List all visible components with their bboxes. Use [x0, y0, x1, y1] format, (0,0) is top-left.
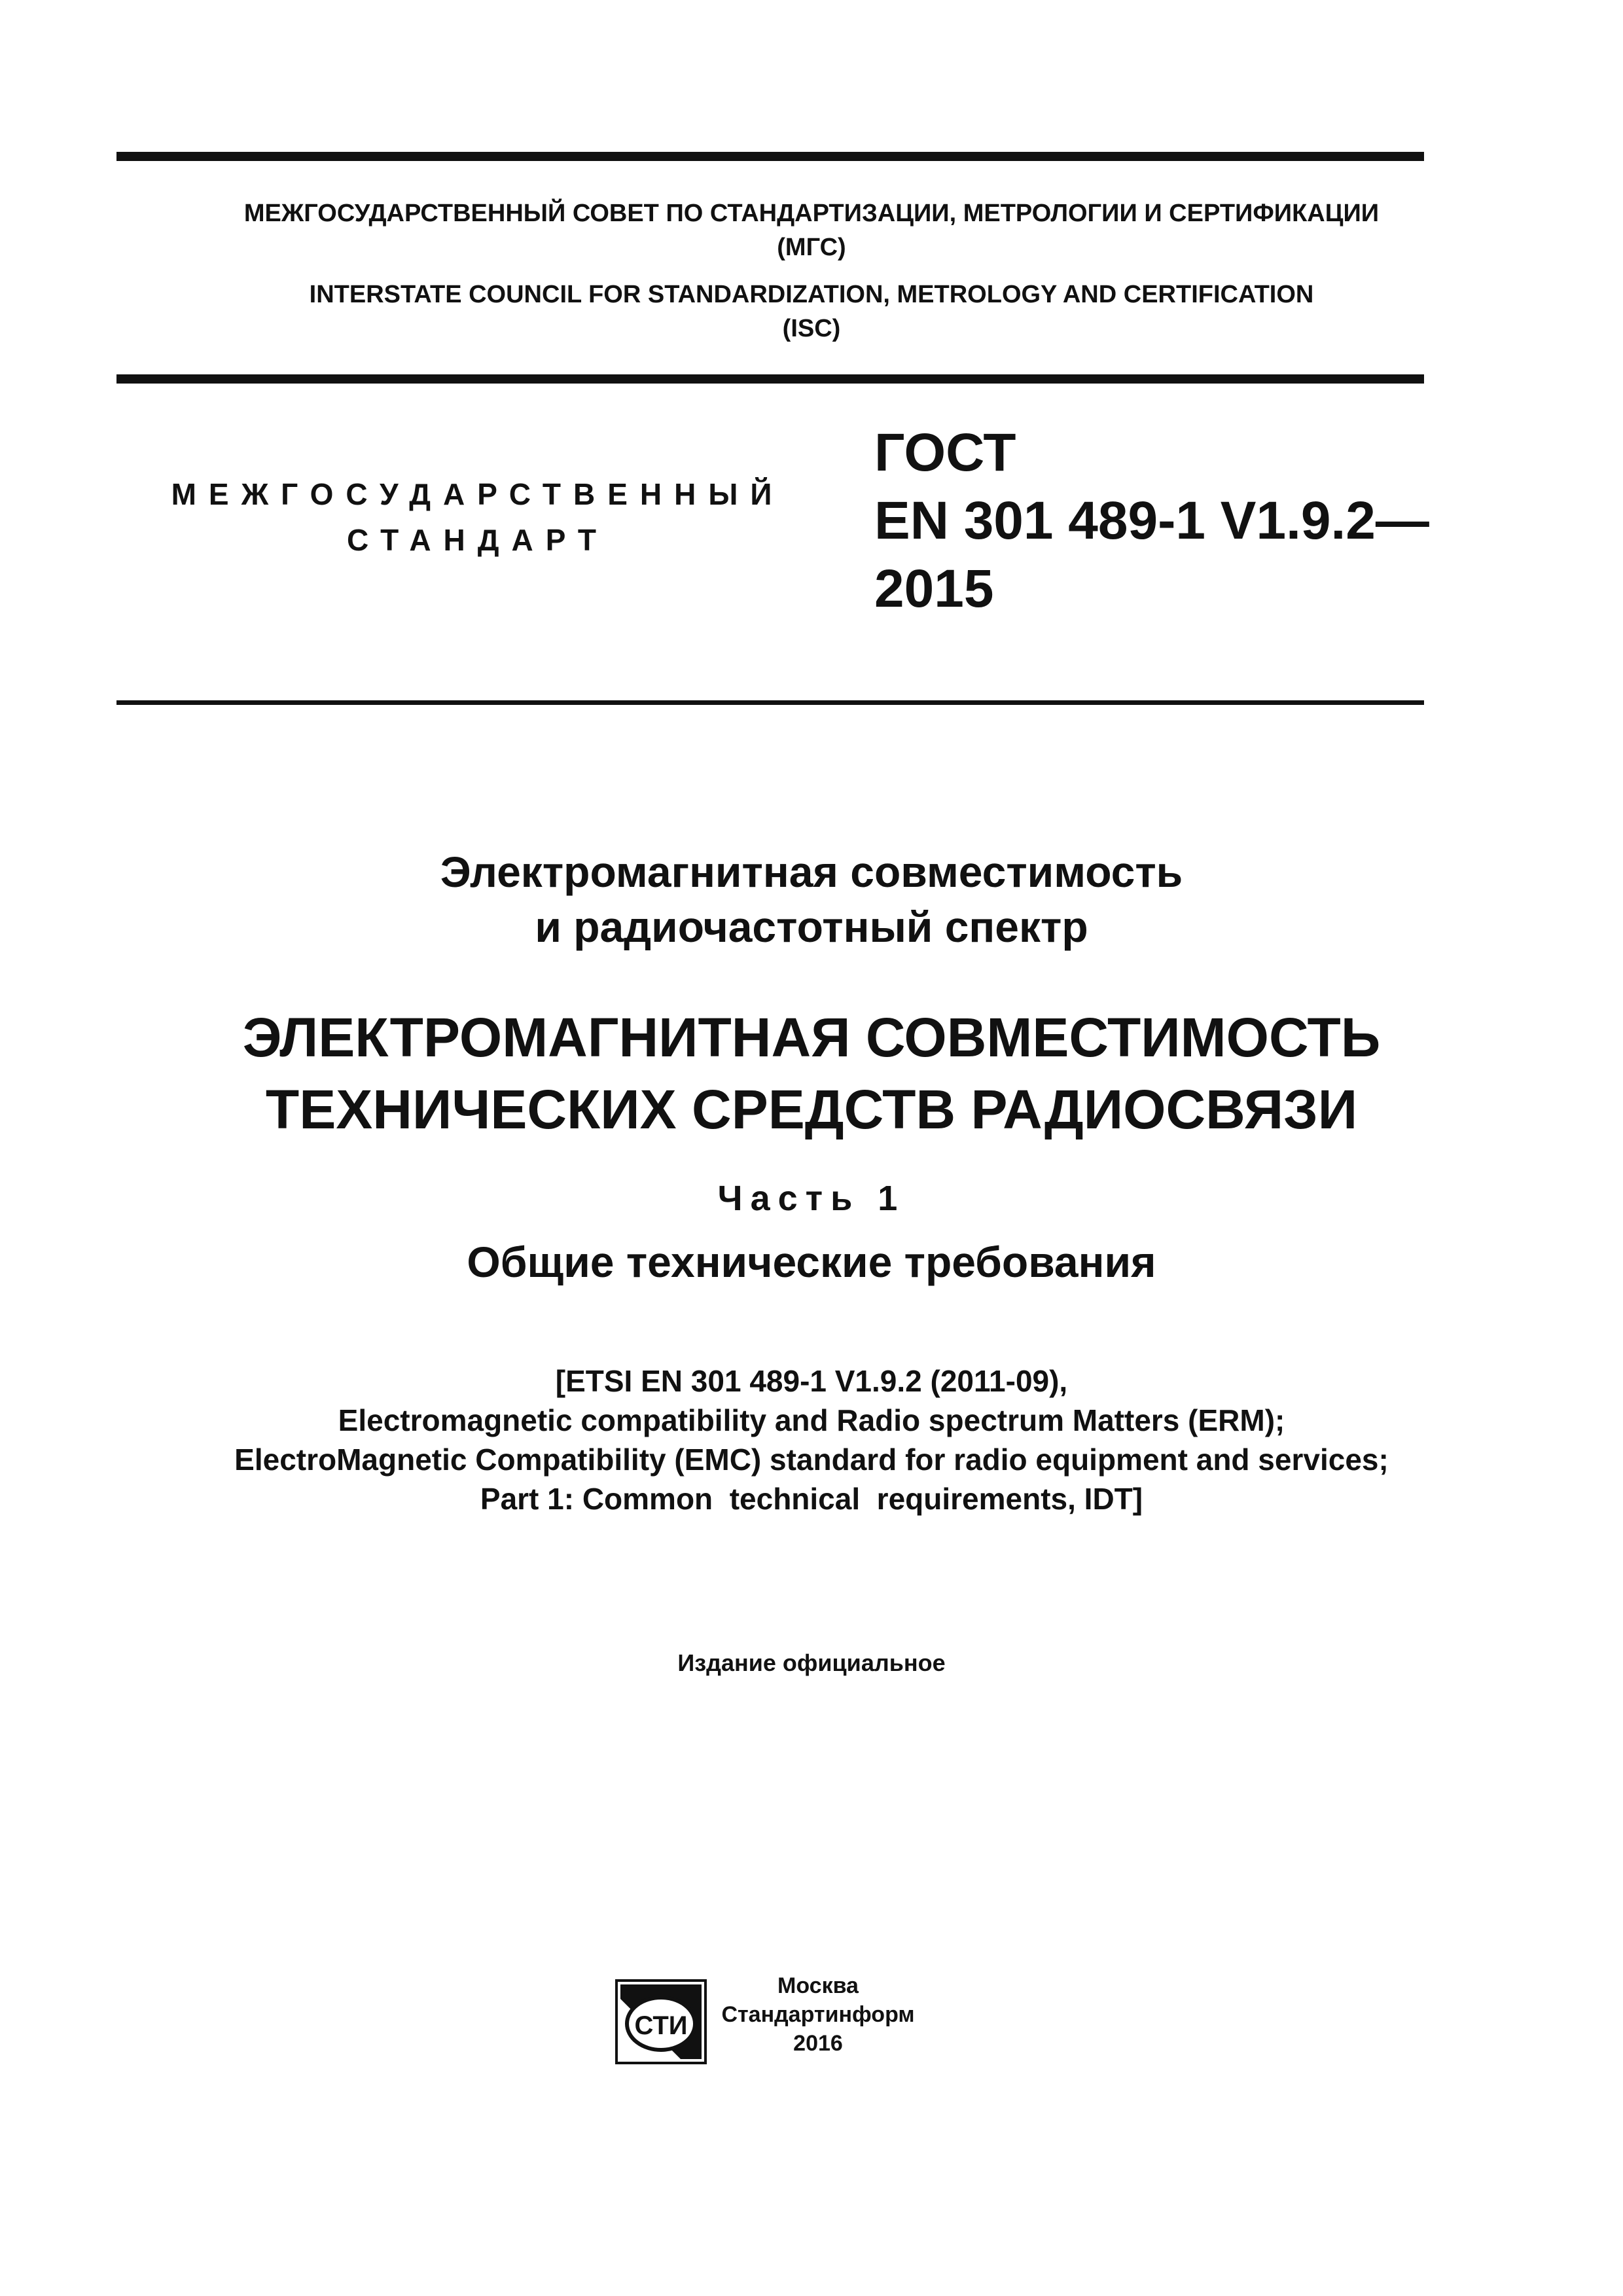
- gost-designation: [874, 419, 1429, 623]
- subtitle: [0, 844, 1623, 954]
- gost-number: EN 301 489-1 V1.9.2—: [874, 491, 1429, 550]
- council-abbr-ru: (МГС): [777, 234, 846, 261]
- etsi-reference-line3: ElectroMagnetic Compatibility (EMC) standard for radio equipment and services;: [234, 1443, 1389, 1477]
- subtitle-line2: и радиочастотный спектр: [535, 903, 1088, 951]
- logo-text: СТИ: [634, 2011, 688, 2040]
- publisher-block: [720, 1971, 916, 2058]
- publisher-city: Москва: [777, 1973, 859, 1998]
- standard-kind-line1: МЕЖГОСУДАРСТВЕННЫЙ: [171, 477, 785, 511]
- main-title-line2: ТЕХНИЧЕСКИХ СРЕДСТВ РАДИОСВЯЗИ: [265, 1079, 1358, 1140]
- etsi-reference-line1: [ETSI EN 301 489-1 V1.9.2 (2011-09),: [555, 1364, 1068, 1398]
- council-name-ru: МЕЖГОСУДАРСТВЕННЫЙ СОВЕТ ПО СТАНДАРТИЗАЦИИ, МЕТРОЛОГИИ И СЕРТИФИКАЦИИ: [243, 200, 1380, 227]
- etsi-reference-line4: Part 1: Common technical requirements, IDT]: [480, 1482, 1143, 1516]
- etsi-reference: [0, 1361, 1623, 1518]
- top-rule: [116, 152, 1424, 161]
- publisher-year: 2016: [793, 2031, 843, 2056]
- standard-kind: [157, 471, 798, 563]
- gost-label: ГОСТ: [874, 423, 1016, 482]
- etsi-reference-line2: Electromagnetic compatibility and Radio spectrum Matters (ERM);: [338, 1403, 1285, 1437]
- part-title: Общие технические требования: [467, 1238, 1156, 1286]
- part-number: Часть 1: [717, 1179, 906, 1218]
- publisher-name: Стандартинформ: [721, 2002, 915, 2027]
- standard-kind-line2: СТАНДАРТ: [347, 523, 609, 557]
- header-divider: [116, 374, 1424, 384]
- main-title: [0, 1001, 1623, 1145]
- gost-year: 2015: [874, 559, 994, 619]
- edition-note: Издание официальное: [677, 1649, 946, 1676]
- main-title-line1: ЭЛЕКТРОМАГНИТНАЯ СОВМЕСТИМОСТЬ: [242, 1007, 1381, 1068]
- council-abbr-en: (ISC): [782, 315, 841, 342]
- subtitle-line1: Электромагнитная совместимость: [440, 848, 1183, 896]
- designation-divider: [116, 700, 1424, 705]
- council-name-en: INTERSTATE COUNCIL FOR STANDARDIZATION, METROLOGY AND CERTIFICATION: [309, 281, 1314, 308]
- standartinform-logo: [615, 1979, 707, 2064]
